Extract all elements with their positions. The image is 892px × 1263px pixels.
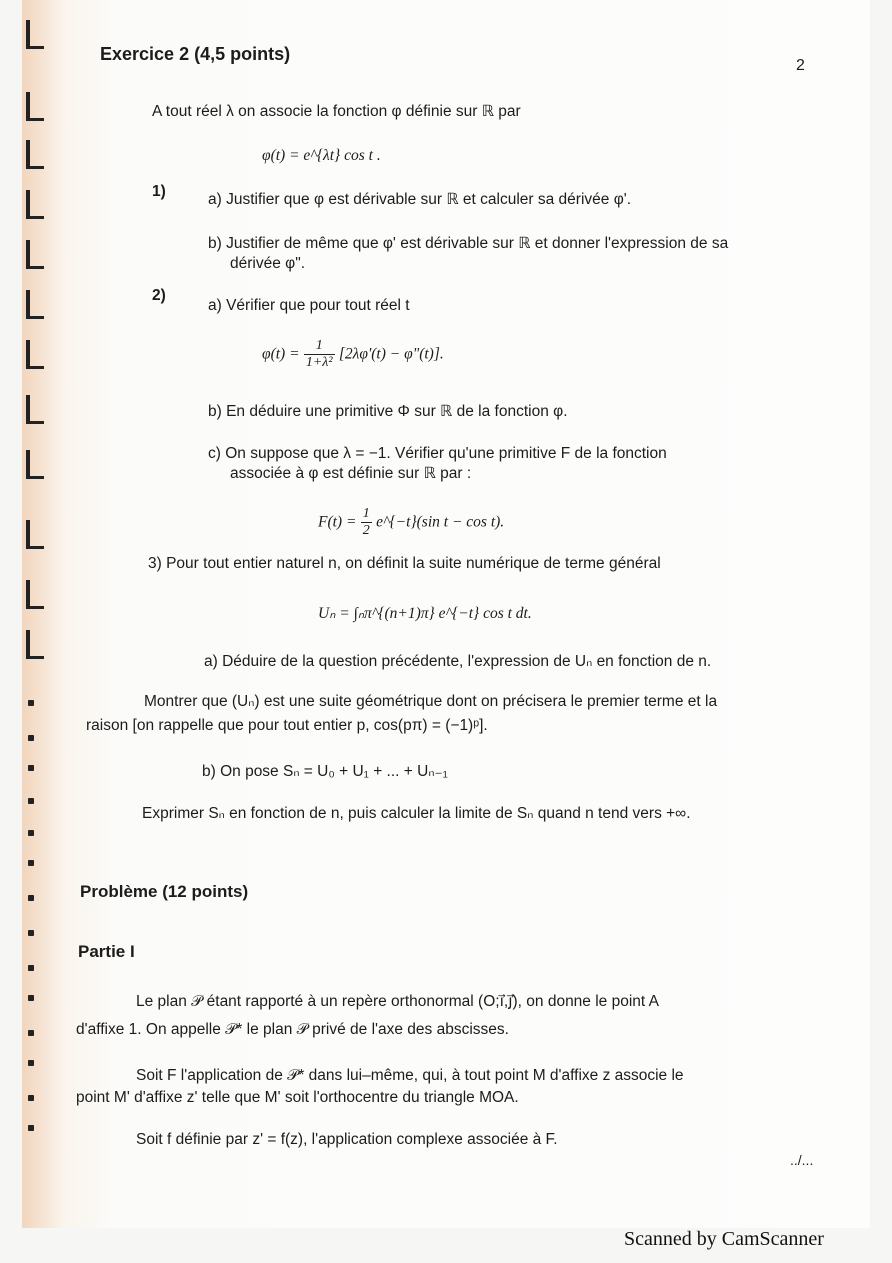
formula-2a-fraction (304, 338, 335, 371)
problem-title: Problème (12 points) (80, 882, 249, 901)
question-3-show-line1: Montrer que (Uₙ) est une suite géométrique dont on précisera le premier terme et la (144, 693, 718, 710)
formula-2c-denominator: 2 (362, 523, 370, 538)
formula-2c-lhs: F(t) = (318, 513, 357, 531)
scanned-page (22, 0, 870, 1228)
scanner-watermark: Scanned by CamScanner (624, 1228, 824, 1250)
continued-marker: ../... (790, 1152, 814, 1168)
question-1a: a) Justifier que φ est dérivable sur ℝ et calculer sa dérivée φ'. (208, 191, 632, 208)
exercise-title: Exercice 2 (4,5 points) (100, 44, 291, 64)
formula-2a-lhs: φ(t) = (262, 345, 300, 363)
question-3a: a) Déduire de la question précédente, l'expression de Uₙ en fonction de n. (204, 653, 712, 670)
binding-shadow (22, 0, 62, 1228)
question-2a-formula (262, 338, 444, 371)
question-3b: b) On pose Sₙ = U₀ + U₁ + ... + Uₙ₋₁ (202, 763, 448, 780)
formula-2a-numerator: 1 (304, 338, 335, 355)
problem-paragraph-1-line1: Le plan 𝒫 étant rapporté à un repère orthonormal (O;i⃗,j⃗), on donne le point A (136, 993, 660, 1010)
question-2b: b) En déduire une primitive Φ sur ℝ de la fonction φ. (208, 403, 568, 420)
question-2-number: 2) (152, 287, 166, 304)
question-3: 3) Pour tout entier naturel n, on définit la suite numérique de terme général (148, 555, 661, 572)
question-2c-formula (318, 506, 504, 539)
question-3-express: Exprimer Sₙ en fonction de n, puis calculer la limite de Sₙ quand n tend vers +∞. (142, 805, 691, 822)
problem-paragraph-2-line1: Soit F l'application de 𝒫* dans lui–même, qui, à tout point M d'affixe z associe le (136, 1067, 684, 1084)
question-2a: a) Vérifier que pour tout réel t (208, 297, 410, 314)
exercise-intro: A tout réel λ on associe la fonction φ définie sur ℝ par (152, 103, 521, 120)
problem-paragraph-2-line2: point M' d'affixe z' telle que M' soit l'orthocentre du triangle MOA. (76, 1089, 519, 1106)
question-1b-line2: dérivée φ". (230, 255, 306, 272)
problem-paragraph-1-line2: d'affixe 1. On appelle 𝒫* le plan 𝒫 privé de l'axe des abscisses. (76, 1021, 509, 1038)
formula-2a-rhs: [2λφ'(t) − φ"(t)]. (338, 345, 444, 363)
page-number: 2 (796, 57, 805, 74)
formula-2c-numerator: 1 (362, 506, 370, 521)
formula-2c-rhs: e^{−t}(sin t − cos t). (376, 513, 505, 531)
question-1b-line1: b) Justifier de même que φ' est dérivable sur ℝ et donner l'expression de sa (208, 235, 729, 252)
question-2c-line2: associée à φ est définie sur ℝ par : (230, 465, 472, 482)
formula-2c-fraction (361, 506, 372, 539)
question-3-show-line2: raison [on rappelle que pour tout entier p, cos(pπ) = (−1)ᵖ]. (86, 717, 488, 734)
question-3-formula: Uₙ = ∫ₙπ^{(n+1)π} e^{−t} cos t dt. (318, 605, 532, 622)
definition-formula: φ(t) = e^{λt} cos t . (262, 147, 381, 164)
formula-2a-denominator: 1+λ² (305, 355, 333, 370)
problem-paragraph-3: Soit f définie par z' = f(z), l'application complexe associée à F. (136, 1131, 558, 1148)
question-2c-line1: c) On suppose que λ = −1. Vérifier qu'une primitive F de la fonction (208, 445, 667, 462)
question-1-number: 1) (152, 183, 166, 200)
part-title: Partie I (78, 942, 135, 961)
